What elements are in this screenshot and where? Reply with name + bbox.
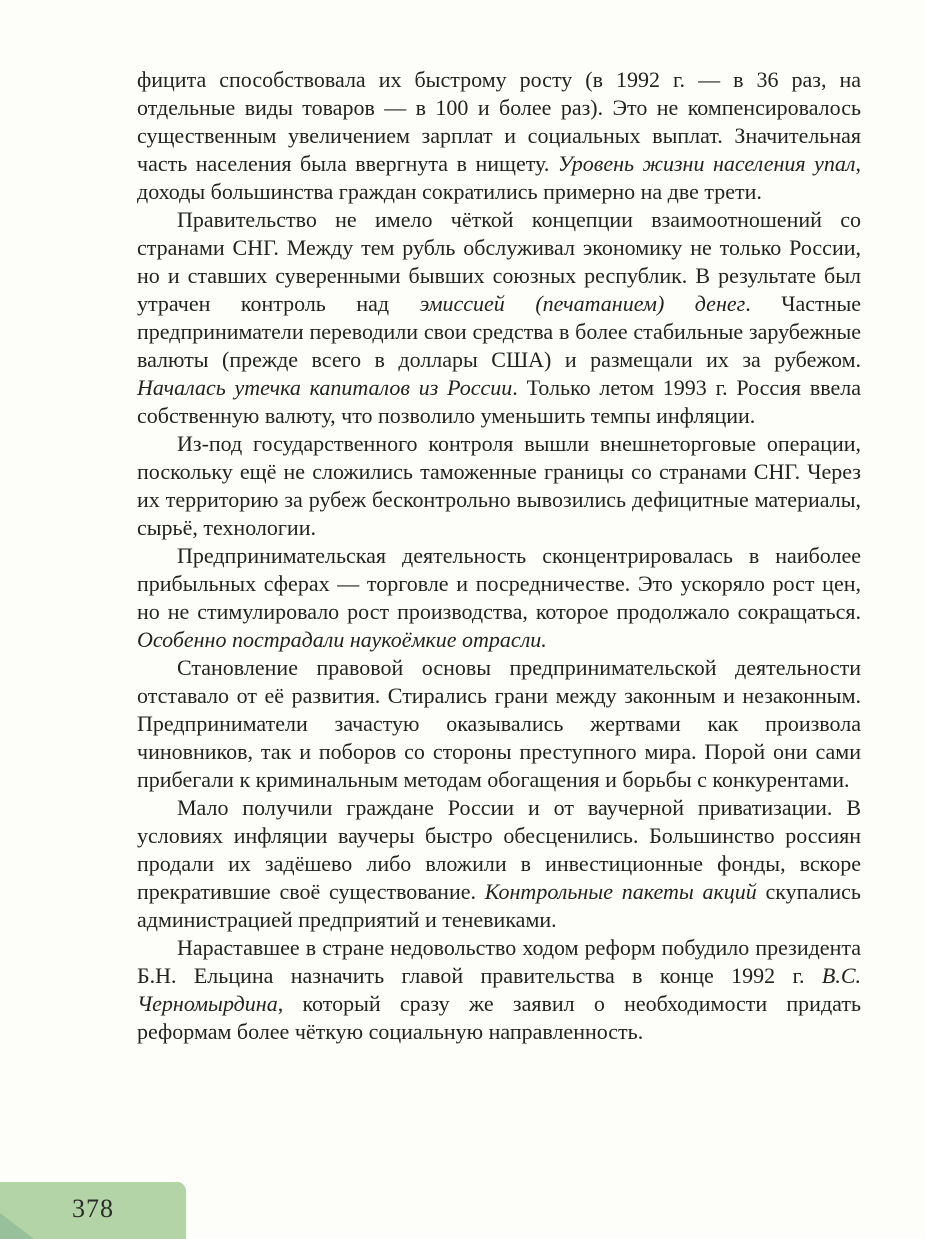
text-segment: , доходы большинства граждан сократились примерно на две трети.	[137, 151, 861, 204]
text-segment-italic: Контрольные пакеты акций	[484, 879, 757, 904]
text-segment: Мало получили граждане России и от ваучерной приватизации. В условиях инфляции ваучеры быстро обесценились. Большинство россиян продали их задёшево либо вложили в инвестиционные фонды, вскоре прекратившие своё существование.	[137, 795, 861, 904]
paragraph	[137, 794, 861, 934]
paragraph	[137, 934, 861, 1046]
page-number: 378	[72, 1194, 114, 1223]
paragraph	[137, 430, 861, 542]
text-segment-italic: В.С. Черномырдина	[137, 963, 861, 1016]
text-segment: Предпринимательская деятельность сконцентрировалась в наиболее прибыльных сферах — торговле и посредничестве. Это ускоряло рост цен, но не стимулировало рост производства, которое продолжало сокращаться.	[137, 543, 861, 624]
text-segment: Из-под государственного контроля вышли внешнеторговые операции, поскольку ещё не сложились таможенные границы со странами СНГ. Через их территорию за рубеж бесконтрольно вывозились дефицитные материалы, сырьё, технологии.	[137, 431, 861, 540]
text-segment: скупались администрацией предприятий и теневиками.	[137, 879, 861, 932]
text-segment-italic: Особенно пострадали наукоёмкие отрасли.	[137, 627, 547, 652]
paragraph	[137, 66, 861, 206]
page-number-tab	[0, 1182, 186, 1239]
text-segment-italic: эмиссией (печатанием) денег	[419, 291, 746, 316]
body-text	[137, 66, 861, 1046]
text-segment: фицита способствовала их быстрому росту (в 1992 г. — в 36 раз, на отдельные виды товаров — в 100 и более раз). Это не компенсировалось существенным увеличением зарплат и социальных выплат. Значительная часть населения была ввергнута в нищету.	[137, 67, 861, 176]
text-segment: Нараставшее в стране недовольство ходом реформ побудило президента Б.Н. Ельцина назначить главой правительства в конце 1992 г.	[137, 935, 861, 988]
text-segment: Правительство не имело чёткой концепции взаимоотношений со странами СНГ. Между тем рубль обслуживал экономику не только России, но и ставших суверенными бывших союзных республик. В результате был утрачен контроль над	[137, 207, 861, 316]
text-segment-italic: Уровень жизни населения упал	[557, 151, 856, 176]
text-segment: Становление правовой основы предпринимательской деятельности отставало от её развития. Стирались грани между законным и незаконным. Предприниматели зачастую оказывались жертвами как произвола чиновников, так и поборов со стороны преступного мира. Порой они сами прибегали к криминальным методам обогащения и борьбы с конкурентами.	[137, 655, 861, 792]
paragraph	[137, 542, 861, 654]
text-segment: . Частные предприниматели переводили свои средства в более стабильные зарубежные валюты (прежде всего в доллары США) и размещали их за рубежом.	[137, 291, 861, 372]
text-segment: , который сразу же заявил о необходимости придать реформам более чёткую социальную направленность.	[137, 991, 861, 1044]
paragraph	[137, 654, 861, 794]
text-segment: . Только летом 1993 г. Россия ввела собственную валюту, что позволило уменьшить темпы инфляции.	[137, 375, 861, 428]
text-segment-italic: Началась утечка капиталов из России	[137, 375, 513, 400]
paragraph	[137, 206, 861, 430]
